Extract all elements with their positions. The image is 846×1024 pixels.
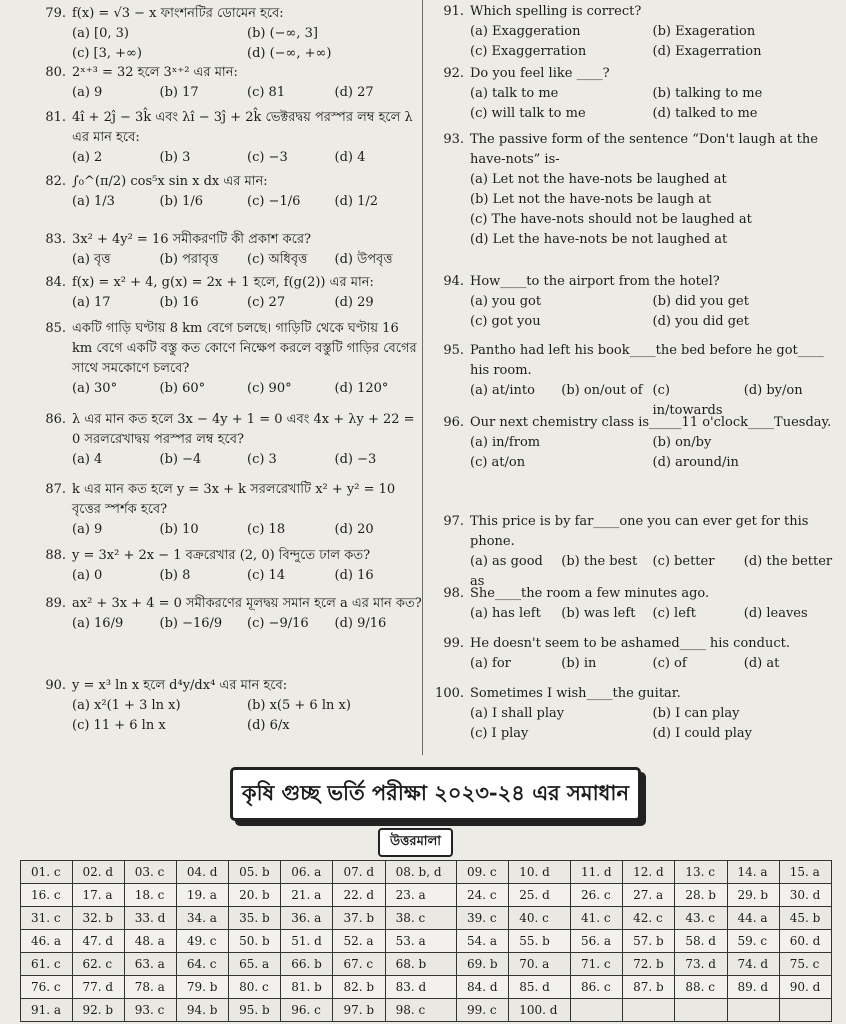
answer-cell: 80. c [229, 976, 281, 999]
question-number: 84. [45, 275, 66, 290]
answer-option: (a) 9 [72, 85, 103, 100]
answer-cell: 21. a [281, 884, 333, 907]
answer-option: (b) 1/6 [159, 194, 204, 209]
question-item [32, 108, 422, 168]
question-number: 79. [45, 6, 66, 21]
question-item [32, 63, 422, 103]
answer-key-label: উত্তরমালা [378, 828, 453, 857]
answer-cell: 98. c [385, 999, 456, 1022]
question-number: 91. [443, 4, 464, 19]
answer-option: (b) 16 [159, 295, 199, 310]
answer-cell: 52. a [333, 930, 385, 953]
answer-cell: 83. d [385, 976, 456, 999]
answer-key-table [20, 860, 832, 1022]
question-stem: f(x) = x² + 4, g(x) = 2x + 1 হলে, f(g(2)) এর মান: [72, 275, 374, 290]
answer-cell: 75. c [779, 953, 831, 976]
answer-row [21, 861, 832, 884]
answer-option: (d) Let the have-nots be not laughed at [470, 232, 728, 247]
answer-option: (b) 10 [159, 522, 199, 537]
answer-option: (c) −1/6 [247, 194, 301, 209]
question-item [430, 584, 835, 624]
answer-cell: 22. d [333, 884, 385, 907]
answer-cell: 51. d [281, 930, 333, 953]
question-number: 98. [443, 586, 464, 601]
question-number: 86. [45, 412, 66, 427]
answer-cell: 59. c [727, 930, 779, 953]
answer-option: (b) পরাবৃত্ত [159, 252, 219, 267]
question-number: 90. [45, 678, 66, 693]
answer-cell: 18. c [124, 884, 176, 907]
answer-option: (d) talked to me [652, 106, 758, 121]
question-item [32, 594, 422, 634]
answer-option: (d) 16 [334, 568, 374, 583]
answer-cell: 17. a [72, 884, 124, 907]
answer-option: (b) Let not the have-nots be laugh at [470, 192, 712, 207]
answer-cell: 49. c [176, 930, 228, 953]
answer-cell: 45. b [779, 907, 831, 930]
answer-option: (c) −3 [247, 150, 288, 165]
question-stem: How____to the airport from the hotel? [470, 274, 720, 289]
answer-cell: 41. c [570, 907, 622, 930]
question-number: 93. [443, 132, 464, 147]
answer-cell: 96. c [281, 999, 333, 1022]
answer-option: (c) left [652, 606, 696, 621]
answer-option: (b) x(5 + 6 ln x) [247, 698, 351, 713]
answer-cell: 38. c [385, 907, 456, 930]
answer-option: (c) 90° [247, 381, 292, 396]
answer-cell: 35. b [229, 907, 281, 930]
answer-option: (a) 4 [72, 452, 103, 467]
answer-cell: 46. a [21, 930, 73, 953]
answer-cell: 43. c [675, 907, 727, 930]
question-stem: Our next chemistry class is_____11 o'clock____Tuesday. [470, 415, 832, 430]
question-stem: 2ˣ⁺³ = 32 হলে 3ˣ⁺² এর মান: [72, 65, 238, 80]
answer-option: (c) 14 [247, 568, 286, 583]
answer-cell: 89. d [727, 976, 779, 999]
answer-cell: 12. d [623, 861, 675, 884]
answer-cell: 79. b [176, 976, 228, 999]
answer-option: (d) by/on [743, 383, 803, 398]
answer-cell: 54. a [457, 930, 509, 953]
answer-option: (b) (−∞, 3] [247, 26, 318, 41]
answer-cell: 55. b [509, 930, 571, 953]
solution-banner [230, 767, 641, 821]
answer-option: (a) at/into [470, 383, 535, 398]
question-stem: Which spelling is correct? [470, 4, 642, 19]
answer-option: (a) 16/9 [72, 616, 124, 631]
answer-cell: 42. c [623, 907, 675, 930]
question-item [32, 410, 422, 470]
answer-cell: 47. d [72, 930, 124, 953]
answer-cell: 97. b [333, 999, 385, 1022]
answer-option: (a) 17 [72, 295, 111, 310]
question-item [32, 4, 422, 64]
answer-option: (c) of [652, 656, 687, 671]
question-number: 81. [45, 110, 66, 125]
answer-option: (b) 60° [159, 381, 206, 396]
question-item [32, 546, 422, 586]
answer-cell: 70. a [509, 953, 571, 976]
question-number: 99. [443, 636, 464, 651]
answer-option: (a) in/from [470, 435, 541, 450]
answer-option: (b) 3 [159, 150, 191, 165]
question-item [430, 272, 835, 332]
answer-option: (d) Exagerration [652, 44, 762, 59]
answer-option: (a) for [470, 656, 511, 671]
question-number: 83. [45, 232, 66, 247]
answer-cell: 90. d [779, 976, 831, 999]
answer-cell [623, 999, 675, 1022]
question-item [430, 634, 835, 674]
answer-cell: 29. b [727, 884, 779, 907]
question-stem: Pantho had left his book____the bed before he got____ his room. [470, 343, 824, 378]
answer-option: (a) 1/3 [72, 194, 115, 209]
answer-option: (a) Let not the have-nots be laughed at [470, 172, 727, 187]
answer-cell: 39. c [457, 907, 509, 930]
answer-cell: 84. d [457, 976, 509, 999]
answer-option: (c) [3, +∞) [72, 46, 142, 61]
answer-cell: 31. c [21, 907, 73, 930]
answer-option: (c) 11 + 6 ln x [72, 718, 166, 733]
question-item [430, 512, 835, 592]
answer-option: (d) 29 [334, 295, 374, 310]
answer-cell: 28. b [675, 884, 727, 907]
answer-option: (d) you did get [652, 314, 749, 329]
answer-cell: 36. a [281, 907, 333, 930]
question-number: 87. [45, 482, 66, 497]
answer-cell: 71. c [570, 953, 622, 976]
question-stem: Do you feel like ____? [470, 66, 610, 81]
answer-option: (b) I can play [652, 706, 740, 721]
question-item [430, 64, 835, 124]
question-stem: Sometimes I wish____the guitar. [470, 686, 681, 701]
answer-row [21, 976, 832, 999]
answer-cell: 88. c [675, 976, 727, 999]
answer-option: (a) 2 [72, 150, 103, 165]
question-item [430, 341, 835, 421]
answer-cell: 03. c [124, 861, 176, 884]
answer-option: (c) −9/16 [247, 616, 309, 631]
answer-option: (a) talk to me [470, 86, 559, 101]
answer-option: (a) 0 [72, 568, 103, 583]
answer-cell: 87. b [623, 976, 675, 999]
answer-option: (b) the best [561, 554, 638, 569]
question-number: 82. [45, 174, 66, 189]
answer-cell: 24. c [457, 884, 509, 907]
question-stem: 4î + 2ĵ − 3k̂ এবং λî − 3ĵ + 2k̂ ভেক্টরদ্বয় পরস্পর লম্ব হলে λ এর মান হবে: [72, 110, 413, 145]
question-item [32, 273, 422, 313]
question-stem: একটি গাড়ি ঘণ্টায় 8 km বেগে চলছে। গাড়িটি থেকে ঘণ্টায় 16 km বেগে একটি বস্তু কত কোণে নিক্ষেপ করলে বস্তুটি গাড়ির বেগের সাথে সমকোণে চলবে? [72, 321, 417, 376]
answer-cell: 53. a [385, 930, 456, 953]
answer-option: (d) leaves [743, 606, 808, 621]
question-item [430, 413, 835, 473]
answer-cell: 86. c [570, 976, 622, 999]
answer-option: (d) 1/2 [334, 194, 379, 209]
question-stem: This price is by far____one you can ever get for this phone. [470, 514, 809, 549]
answer-cell: 93. c [124, 999, 176, 1022]
column-divider [422, 0, 423, 755]
answer-cell: 16. c [21, 884, 73, 907]
answer-cell: 20. b [229, 884, 281, 907]
answer-cell: 19. a [176, 884, 228, 907]
answer-cell: 64. c [176, 953, 228, 976]
answer-cell [570, 999, 622, 1022]
answer-row [21, 953, 832, 976]
answer-cell: 74. d [727, 953, 779, 976]
answer-cell: 85. d [509, 976, 571, 999]
question-stem: ax² + 3x + 4 = 0 সমীকরণের মূলদ্বয় সমান হলে a এর মান কত? [72, 596, 422, 611]
answer-cell: 99. c [457, 999, 509, 1022]
answer-option: (b) 17 [159, 85, 199, 100]
answer-cell: 69. b [457, 953, 509, 976]
answer-cell: 27. a [623, 884, 675, 907]
answer-option: (b) in [561, 656, 597, 671]
answer-cell: 37. b [333, 907, 385, 930]
answer-option: (c) 3 [247, 452, 277, 467]
answer-cell: 23. a [385, 884, 456, 907]
question-item [32, 172, 422, 212]
answer-option: (a) I shall play [470, 706, 565, 721]
answer-cell: 34. a [176, 907, 228, 930]
answer-cell: 61. c [21, 953, 73, 976]
question-stem: 3x² + 4y² = 16 সমীকরণটি কী প্রকাশ করে? [72, 232, 311, 247]
answer-option: (d) 9/16 [334, 616, 387, 631]
question-stem: The passive form of the sentence “Don't laugh at the have-nots” is- [470, 132, 818, 167]
answer-option: (b) −16/9 [159, 616, 223, 631]
question-stem: k এর মান কত হলে y = 3x + k সরলরেখাটি x² + y² = 10 বৃত্তের স্পর্শক হবে? [72, 482, 396, 517]
answer-cell: 67. c [333, 953, 385, 976]
answer-cell: 78. a [124, 976, 176, 999]
answer-cell: 100. d [509, 999, 571, 1022]
question-number: 80. [45, 65, 66, 80]
answer-option: (a) [0, 3) [72, 26, 129, 41]
answer-cell: 01. c [21, 861, 73, 884]
question-number: 95. [443, 343, 464, 358]
answer-option: (c) 27 [247, 295, 286, 310]
answer-cell: 26. c [570, 884, 622, 907]
answer-cell: 81. b [281, 976, 333, 999]
answer-cell: 63. a [124, 953, 176, 976]
answer-option: (a) বৃত্ত [72, 252, 111, 267]
answer-cell: 25. d [509, 884, 571, 907]
answer-cell: 68. b [385, 953, 456, 976]
question-stem: y = x³ ln x হলে d⁴y/dx⁴ এর মান হবে: [72, 678, 288, 693]
question-number: 100. [435, 686, 464, 701]
answer-cell: 94. b [176, 999, 228, 1022]
answer-option: (a) 30° [72, 381, 118, 396]
answer-cell: 72. b [623, 953, 675, 976]
answer-cell: 57. b [623, 930, 675, 953]
answer-cell: 56. a [570, 930, 622, 953]
answer-option: (d) উপবৃত্ত [334, 252, 393, 267]
answer-cell [675, 999, 727, 1022]
answer-cell: 65. a [229, 953, 281, 976]
answer-cell: 82. b [333, 976, 385, 999]
answer-row [21, 884, 832, 907]
question-item [32, 676, 422, 736]
answer-cell: 08. b, d [385, 861, 456, 884]
answer-option: (d) 4 [334, 150, 366, 165]
answer-cell: 40. c [509, 907, 571, 930]
answer-cell: 91. a [21, 999, 73, 1022]
question-number: 96. [443, 415, 464, 430]
answer-option: (d) at [743, 656, 780, 671]
answer-option: (b) on/out of [561, 383, 643, 398]
answer-cell: 07. d [333, 861, 385, 884]
question-number: 88. [45, 548, 66, 563]
answer-option: (b) did you get [652, 294, 749, 309]
answer-cell [779, 999, 831, 1022]
question-stem: λ এর মান কত হলে 3x − 4y + 1 = 0 এবং 4x + λy + 22 = 0 সরলরেখাদ্বয় পরস্পর লম্ব হবে? [72, 412, 415, 447]
answer-cell: 06. a [281, 861, 333, 884]
question-item [430, 2, 835, 62]
answer-cell: 13. c [675, 861, 727, 884]
answer-option: (c) at/on [470, 455, 526, 470]
question-number: 97. [443, 514, 464, 529]
answer-option: (d) 27 [334, 85, 374, 100]
answer-row [21, 930, 832, 953]
answer-cell: 10. d [509, 861, 571, 884]
answer-cell: 05. b [229, 861, 281, 884]
answer-option: (b) 8 [159, 568, 191, 583]
answer-option: (a) 9 [72, 522, 103, 537]
answer-cell: 14. a [727, 861, 779, 884]
answer-option: (d) (−∞, +∞) [247, 46, 332, 61]
answer-option: (a) has left [470, 606, 541, 621]
question-item [430, 684, 835, 744]
answer-option: (a) x²(1 + 3 ln x) [72, 698, 181, 713]
answer-cell: 33. d [124, 907, 176, 930]
answer-cell: 62. c [72, 953, 124, 976]
answer-cell: 44. a [727, 907, 779, 930]
answer-row [21, 907, 832, 930]
answer-cell: 66. b [281, 953, 333, 976]
answer-option: (d) −3 [334, 452, 377, 467]
answer-option: (c) Exaggerration [470, 44, 587, 59]
answer-cell: 15. a [779, 861, 831, 884]
banner-title: কৃষি গুচ্ছ ভর্তি পরীক্ষা ২০২৩-২৪ এর সমাধান [241, 779, 630, 805]
answer-option: (a) as good as [470, 554, 543, 589]
answer-option: (c) 18 [247, 522, 286, 537]
question-stem: f(x) = √3 − x ফাংশনটির ডোমেন হবে: [72, 6, 284, 21]
answer-row [21, 999, 832, 1022]
answer-option: (b) talking to me [652, 86, 763, 101]
answer-cell: 76. c [21, 976, 73, 999]
answer-cell: 58. d [675, 930, 727, 953]
answer-option: (c) will talk to me [470, 106, 586, 121]
question-stem: She____the room a few minutes ago. [470, 586, 710, 601]
answer-option: (c) in/towards [652, 383, 723, 418]
answer-option: (c) 81 [247, 85, 286, 100]
answer-cell: 11. d [570, 861, 622, 884]
answer-cell: 73. d [675, 953, 727, 976]
answer-option: (a) Exaggeration [470, 24, 581, 39]
answer-cell: 30. d [779, 884, 831, 907]
answer-option: (b) was left [561, 606, 636, 621]
answer-option: (c) got you [470, 314, 541, 329]
answer-option: (d) the better [743, 554, 833, 569]
question-number: 85. [45, 321, 66, 336]
answer-option: (c) অধিবৃত্ত [247, 252, 308, 267]
answer-option: (c) The have-nots should not be laughed at [470, 212, 752, 227]
answer-option: (b) −4 [159, 452, 202, 467]
answer-option: (c) better [652, 554, 715, 569]
question-number: 89. [45, 596, 66, 611]
answer-option: (b) Exageration [652, 24, 756, 39]
answer-cell: 95. b [229, 999, 281, 1022]
question-item [32, 230, 422, 270]
question-item [32, 480, 422, 540]
answer-option: (b) on/by [652, 435, 712, 450]
answer-option: (d) 20 [334, 522, 374, 537]
answer-cell: 04. d [176, 861, 228, 884]
question-stem: ∫₀^(π/2) cos⁵x sin x dx এর মান: [72, 174, 268, 189]
answer-cell: 48. a [124, 930, 176, 953]
answer-option: (d) around/in [652, 455, 739, 470]
answer-cell [727, 999, 779, 1022]
answer-cell: 92. b [72, 999, 124, 1022]
answer-option: (c) I play [470, 726, 529, 741]
answer-option: (a) you got [470, 294, 542, 309]
answer-cell: 50. b [229, 930, 281, 953]
question-item [32, 319, 422, 399]
answer-cell: 32. b [72, 907, 124, 930]
question-number: 92. [443, 66, 464, 81]
answer-cell: 09. c [457, 861, 509, 884]
answer-option: (d) 120° [334, 381, 389, 396]
question-item [430, 130, 835, 250]
question-stem: y = 3x² + 2x − 1 বক্ররেখার (2, 0) বিন্দুতে ঢাল কত? [72, 548, 371, 563]
question-number: 94. [443, 274, 464, 289]
question-stem: He doesn't seem to be ashamed____ his conduct. [470, 636, 790, 651]
answer-option: (d) 6/x [247, 718, 290, 733]
answer-cell: 02. d [72, 861, 124, 884]
answer-cell: 60. d [779, 930, 831, 953]
answer-option: (d) I could play [652, 726, 753, 741]
answer-cell: 77. d [72, 976, 124, 999]
